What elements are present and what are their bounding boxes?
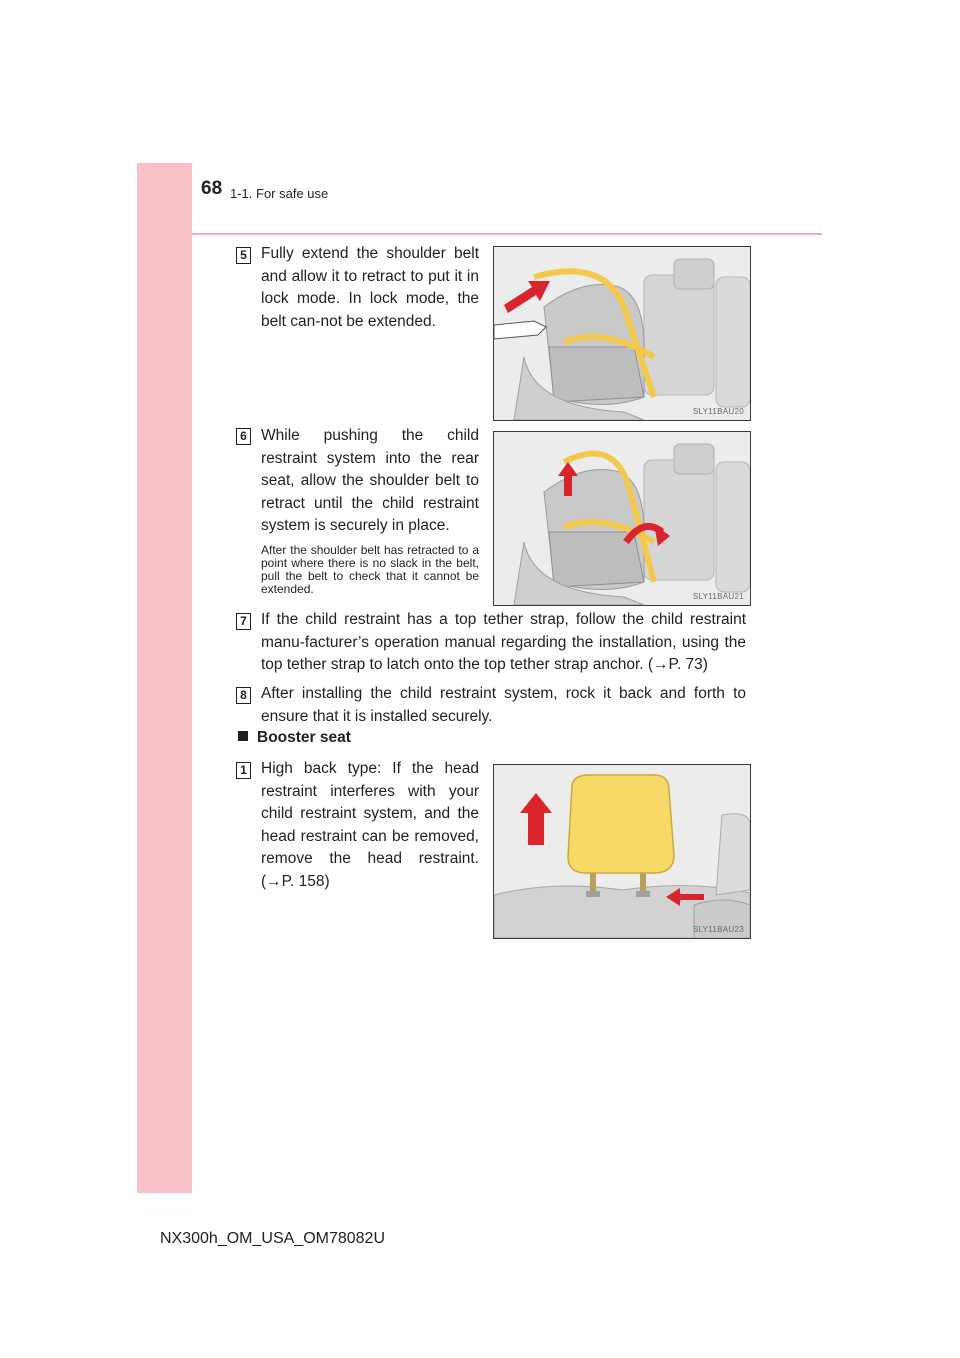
- figure-code: SLY11BAU20: [692, 407, 744, 416]
- figure-push-child-restraint: [493, 431, 751, 606]
- step-number-6: 6: [236, 428, 251, 445]
- booster-heading-text: Booster seat: [257, 729, 351, 746]
- section-title: 1-1. For safe use: [230, 186, 329, 201]
- page-number: 68: [201, 178, 223, 199]
- step-6-note: After the shoulder belt has retracted to a point where there is no slack in the belt, pull the belt to check that it cannot be extended.: [261, 543, 479, 596]
- step-8-text: After installing the child restraint system, rock it back and forth to ensure that it is installed securely.: [261, 685, 746, 725]
- booster-step-1-text: High back type: If the head restraint interferes with your child restraint system, and the head restraint can be removed, remove the head restraint. (→P. 158): [261, 760, 479, 890]
- step-6-text: While pushing the child restraint system into the rear seat, allow the shoulder belt to retract until the child restraint system is securely in place.: [261, 427, 479, 534]
- booster-seat-heading: [238, 729, 351, 747]
- figure-shoulder-belt-extend: [493, 246, 751, 421]
- figure-code: SLY11BAU23: [692, 925, 744, 934]
- figure-code: SLY11BAU21: [692, 592, 744, 601]
- step-5-text: Fully extend the shoulder belt and allow it to retract to put it in lock mode. In lock mode, the belt can-not be extended.: [261, 245, 479, 330]
- step-number-7: 7: [236, 613, 251, 630]
- document-id-footer: NX300h_OM_USA_OM78082U: [160, 1230, 386, 1247]
- step-7-text: If the child restraint has a top tether strap, follow the child restraint manu-facturer’s operation manual regarding the installation, using the top tether strap to latch onto the top tether strap anchor. (→P. 73): [261, 611, 746, 673]
- figure-remove-head-restraint: [493, 764, 751, 939]
- header-divider: [192, 233, 822, 235]
- step-number-8: 8: [236, 687, 251, 704]
- square-bullet-icon: [238, 731, 248, 741]
- step-number-1: 1: [236, 762, 251, 779]
- step-number-5: 5: [236, 247, 251, 264]
- chapter-sidebar-tab: [137, 163, 192, 1193]
